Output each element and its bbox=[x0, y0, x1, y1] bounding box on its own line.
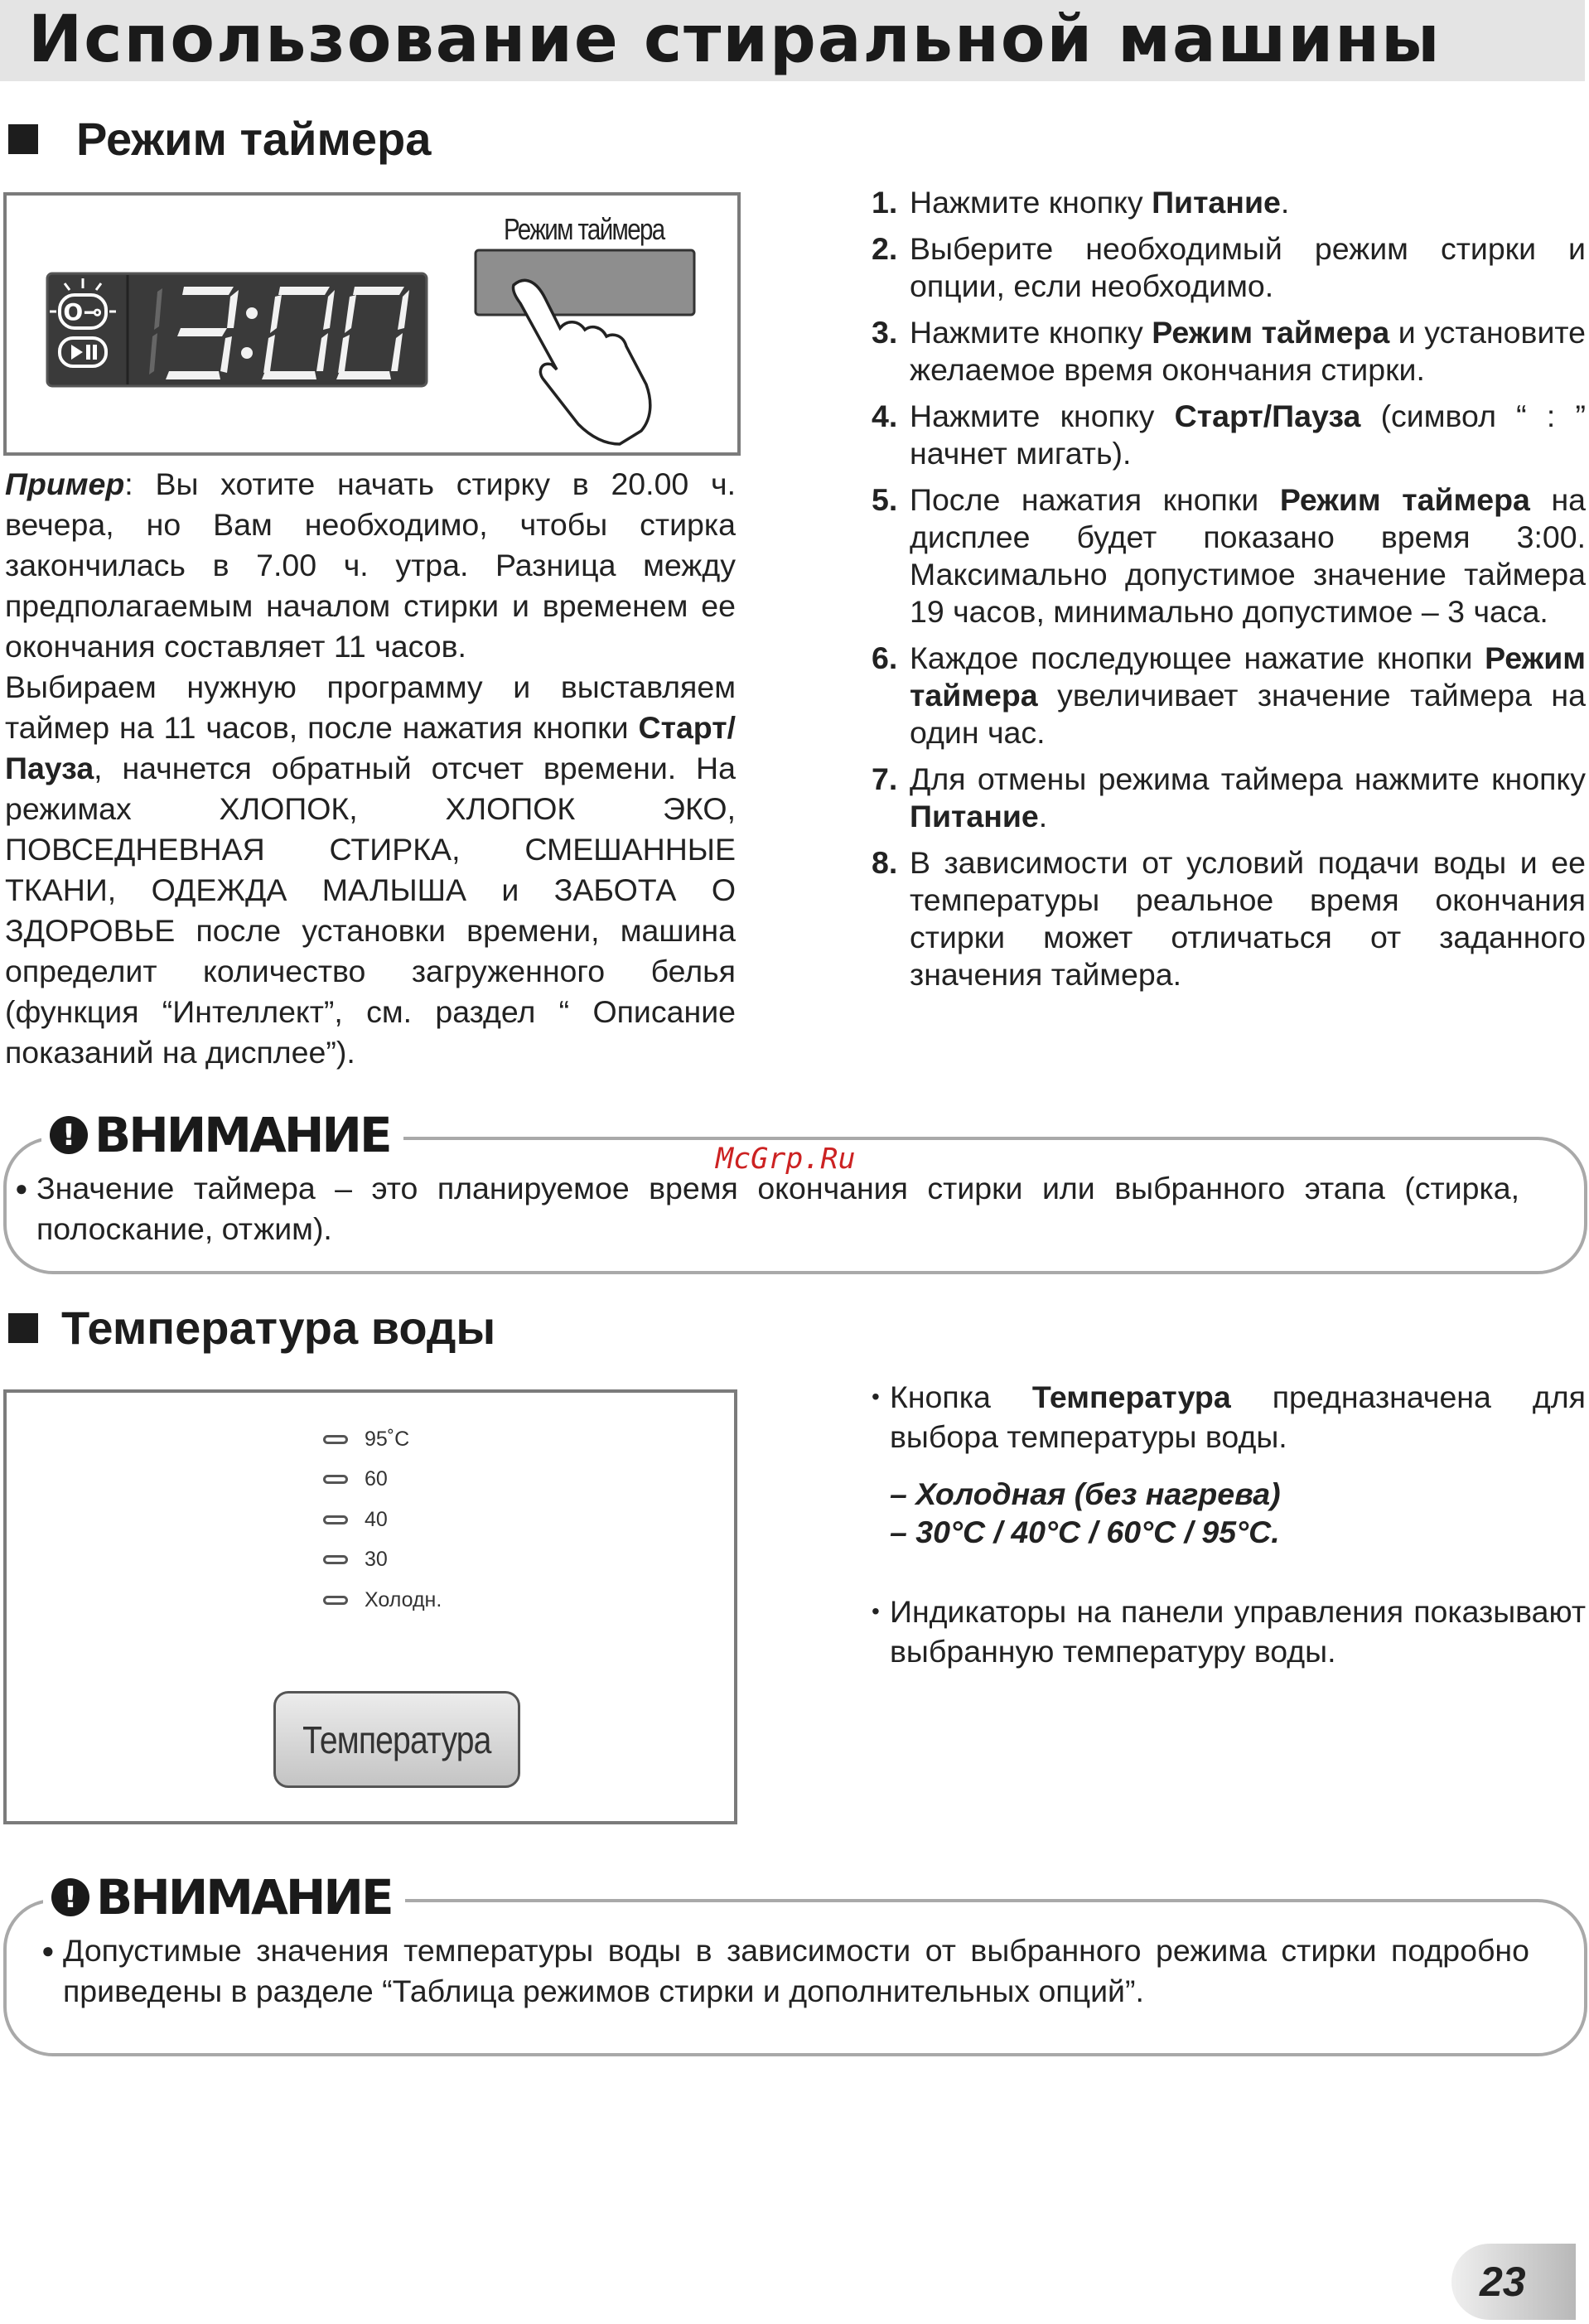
step-text: . bbox=[1280, 185, 1290, 220]
step-text: увеличивает значение таймера на один час. bbox=[910, 678, 1586, 750]
timer-notice-body bbox=[15, 1168, 1519, 1249]
page-title: Использование стиральной машины bbox=[28, 2, 1442, 77]
step-text: В зависимости от условий подачи воды и ее температуры реальное время окончания стирки может отличаться от заданного значения таймера. bbox=[910, 845, 1586, 992]
step-number: 5. bbox=[872, 482, 898, 517]
temperature-level-label: 95˚C bbox=[365, 1427, 410, 1451]
step-text: После нажатия кнопки bbox=[910, 482, 1280, 517]
step-bold: Питание bbox=[1152, 185, 1281, 220]
step-number: 2. bbox=[872, 231, 898, 266]
bullet-icon: • bbox=[872, 1384, 880, 1409]
temperature-levels-list bbox=[323, 1419, 442, 1621]
list-item bbox=[872, 314, 1586, 389]
list-item bbox=[872, 230, 1586, 305]
list-item bbox=[872, 844, 1586, 993]
step-number: 3. bbox=[872, 315, 898, 350]
bullet-icon: • bbox=[872, 1598, 880, 1624]
indicator-led-icon bbox=[323, 1596, 348, 1605]
step-text: Нажмите кнопку bbox=[910, 399, 1175, 433]
indicator-led-icon bbox=[323, 1515, 348, 1524]
list-item bbox=[872, 398, 1586, 472]
step-number: 1. bbox=[872, 185, 898, 220]
temperature-section-title bbox=[8, 1301, 495, 1355]
timer-button-shape bbox=[476, 250, 694, 315]
temperature-level bbox=[323, 1580, 442, 1621]
exclamation-icon: ! bbox=[50, 1116, 88, 1154]
step-number: 6. bbox=[872, 640, 898, 675]
indicator-led-icon bbox=[323, 1435, 348, 1444]
temperature-level bbox=[323, 1460, 442, 1500]
temperature-notice-text: Допустимые значения температуры воды в зависимости от выбранного режима стирки подробно приведены в разделе “Таблица режимов стирки и дополнительных опций”. bbox=[63, 1933, 1529, 2008]
example-text-2b: , начнется обратный отсчет времени. На режимах ХЛОПОК, ХЛОПОК ЭКО, ПОВСЕДНЕВНАЯ СТИРКА, СМЕШАННЫЕ ТКАНИ, ОДЕЖДА МАЛЫША и ЗАБОТА О ЗДОРОВЬЕ после установки времени, машина определит количество загруженного белья (функция “Интеллект”, см. раздел “ Описание показаний на дисплее”). bbox=[5, 751, 736, 1070]
temperature-level-label: Холодн. bbox=[365, 1587, 442, 1611]
example-label: Пример bbox=[5, 466, 125, 501]
timer-illustration bbox=[3, 192, 741, 456]
section-bullet-icon bbox=[8, 1313, 38, 1343]
example-paragraph bbox=[5, 464, 736, 667]
step-bold: Старт/Пауза bbox=[1174, 399, 1361, 433]
step-text: и установите желаемое время окончания стирки. bbox=[910, 315, 1586, 387]
temperature-level-label: 30 bbox=[365, 1548, 388, 1572]
step-text: (символ “ : ” начнет мигать). bbox=[910, 399, 1587, 471]
example-text-2a: Выбираем нужную программу и выставляем таймер на 11 часов, после нажатия кнопки bbox=[5, 669, 736, 745]
step-text: Каждое последующее нажатие кнопки bbox=[910, 640, 1485, 675]
temperature-text: Кнопка bbox=[890, 1379, 1032, 1414]
step-text: Выберите необходимый режим стирки и опции, если необходимо. bbox=[910, 231, 1586, 303]
timer-button-label: Режим таймера bbox=[504, 212, 664, 246]
temperature-text: предназначена для выбора температуры воды. bbox=[890, 1379, 1586, 1454]
step-text: . bbox=[1038, 799, 1048, 833]
example-text-1: : Вы хотите начать стирку в 20.00 ч. вечера, но Вам необходимо, чтобы стирка закончилась в 7.00 ч. утра. Разница между предполагаемым началом стирки и временем ее окончания составляет 11 часов. bbox=[5, 466, 736, 664]
list-item bbox=[872, 481, 1586, 631]
section-bullet-icon bbox=[8, 124, 38, 154]
temperature-indicators-text: Индикаторы на панели управления показывают выбранную температуру воды. bbox=[890, 1594, 1586, 1669]
temperature-notice-body bbox=[41, 1930, 1529, 2012]
page-number-text: 23 bbox=[1480, 2259, 1526, 2305]
list-item bbox=[872, 640, 1586, 751]
step-number: 4. bbox=[872, 399, 898, 433]
step-bold: Режим таймера bbox=[1152, 315, 1390, 350]
temperature-level bbox=[323, 1500, 442, 1540]
temperature-level-label: 40 bbox=[365, 1507, 388, 1531]
temperature-option-cold: – Холодная (без нагрева) bbox=[890, 1476, 1281, 1511]
example-text-2-bold: Старт/Пауза bbox=[5, 710, 736, 785]
indicator-led-icon bbox=[323, 1475, 348, 1484]
temperature-level bbox=[323, 1419, 442, 1460]
list-item bbox=[872, 761, 1586, 835]
temperature-bullet-1 bbox=[872, 1377, 1586, 1551]
svg-text:O⊸: O⊸ bbox=[63, 298, 103, 326]
temperature-level bbox=[323, 1540, 442, 1581]
timer-section-title bbox=[8, 112, 431, 166]
temperature-bold: Температура bbox=[1031, 1379, 1231, 1414]
temperature-button-label: Температура bbox=[302, 1718, 491, 1761]
temperature-button bbox=[273, 1691, 520, 1788]
step-text: Для отмены режима таймера нажмите кнопку bbox=[910, 761, 1586, 796]
example-paragraph-2 bbox=[5, 667, 736, 1073]
temperature-bullet-2 bbox=[872, 1592, 1586, 1671]
step-bold: Питание bbox=[910, 799, 1039, 833]
temperature-notice-title-text: ВНИМАНИЕ bbox=[96, 1869, 392, 1925]
timer-section-title-text: Режим таймера bbox=[76, 113, 432, 165]
list-item bbox=[872, 184, 1586, 221]
step-number: 8. bbox=[872, 845, 898, 880]
step-bold: Режим таймера bbox=[1279, 482, 1530, 517]
temperature-section-title-text: Температура воды bbox=[61, 1302, 496, 1354]
temperature-level-label: 60 bbox=[365, 1467, 388, 1491]
page-number bbox=[1451, 2244, 1576, 2320]
step-text: Нажмите кнопку bbox=[910, 315, 1152, 350]
timer-notice-title-text: ВНИМАНИЕ bbox=[94, 1107, 390, 1163]
timer-notice-text: Значение таймера – это планируемое время окончания стирки или выбранного этапа (стирка, полоскание, отжим). bbox=[36, 1171, 1519, 1246]
page-header bbox=[0, 0, 1585, 81]
bullet-icon: ● bbox=[41, 1938, 55, 1963]
exclamation-icon: ! bbox=[51, 1878, 89, 1916]
temperature-notice-title bbox=[43, 1869, 405, 1925]
bullet-icon: ● bbox=[15, 1176, 28, 1201]
watermark: McGrp.Ru bbox=[716, 1143, 856, 1176]
step-number: 7. bbox=[872, 761, 898, 796]
indicator-led-icon bbox=[323, 1555, 348, 1564]
step-bold: Режим таймера bbox=[910, 640, 1586, 713]
temperature-option-values: – 30°C / 40°C / 60°C / 95°C. bbox=[890, 1515, 1280, 1549]
step-text: на дисплее будет показано время 3:00. Максимально допустимое значение таймера 19 часов, минимально допустимое – 3 часа. bbox=[910, 482, 1587, 629]
step-text: Нажмите кнопку bbox=[910, 185, 1152, 220]
timer-notice-title bbox=[41, 1107, 403, 1163]
timer-steps-list bbox=[872, 184, 1586, 1003]
timer-example-text bbox=[5, 464, 736, 1073]
